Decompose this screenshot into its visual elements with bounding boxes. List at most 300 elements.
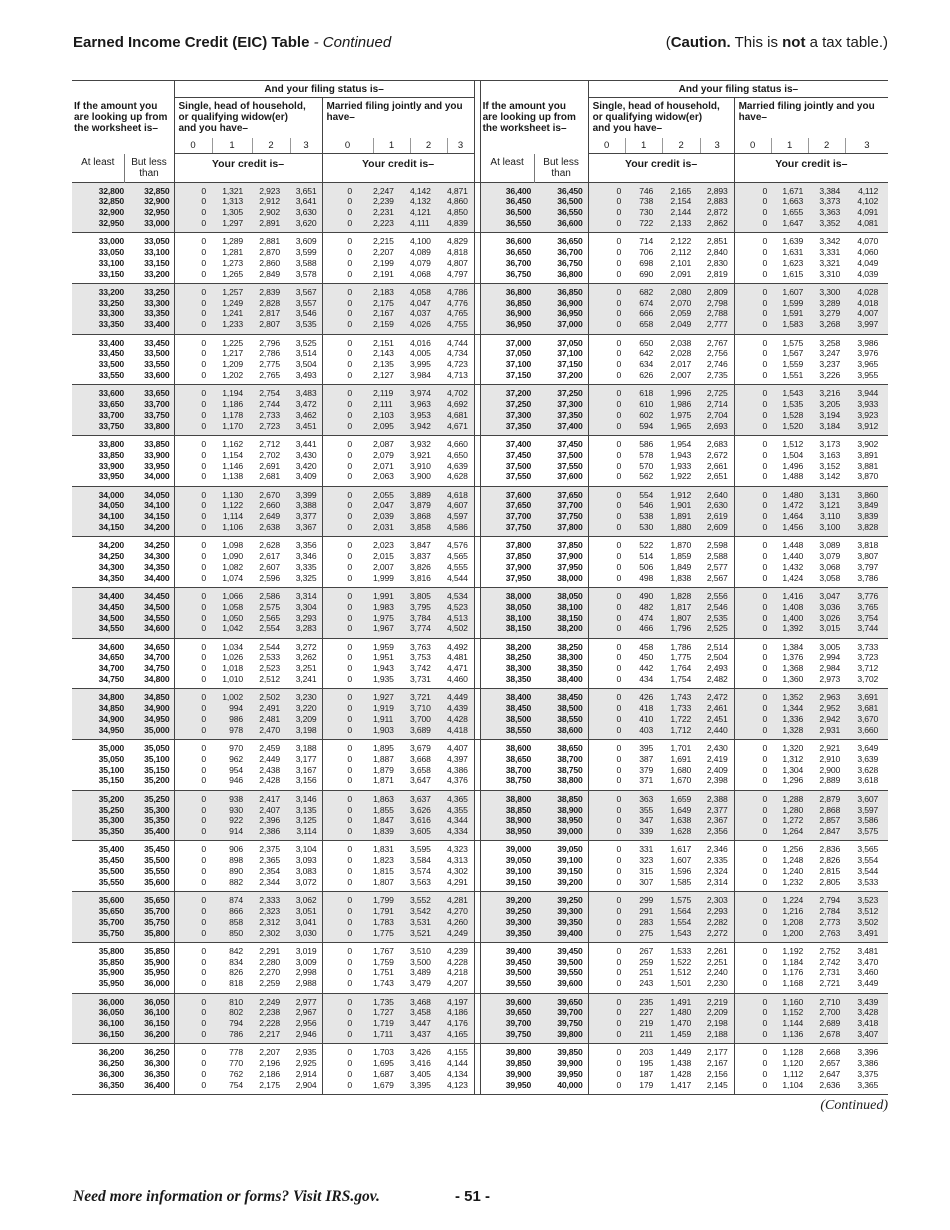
- married-2-credit: 3,479: [410, 978, 431, 989]
- at-least-value: 38,800: [480, 790, 534, 804]
- single-2-credit: 2,186: [259, 1068, 280, 1079]
- at-least-value: 34,150: [72, 522, 124, 537]
- single-1-credit: 778: [212, 1044, 252, 1058]
- single-2-credit: 1,691: [670, 753, 692, 764]
- at-least-value: 37,250: [480, 399, 534, 410]
- single-2-credit: 2,796: [252, 334, 290, 348]
- married-3-credit: 3,839: [845, 511, 888, 522]
- at-least-value: 36,600: [480, 233, 534, 247]
- single-0-credit: 0: [588, 308, 625, 319]
- single-1-credit: 938: [212, 790, 252, 804]
- but-less-than-value: 34,300: [144, 551, 170, 562]
- at-least-value: 39,700: [480, 1018, 534, 1029]
- single-2-credit: 2,617: [259, 551, 280, 562]
- married-0-credit: 0: [322, 1018, 373, 1029]
- married-2-credit: 3,942: [410, 421, 447, 436]
- single-2-credit: 2,312: [252, 917, 290, 928]
- but-less-than-value: 38,000: [557, 572, 583, 583]
- but-less-than-value: 35,750: [124, 917, 174, 928]
- single-2-credit: 2,681: [259, 471, 280, 482]
- but-less-than-value: 34,750: [144, 663, 170, 674]
- at-least-value: 32,850: [72, 196, 124, 207]
- single-2-credit: 2,302: [252, 928, 290, 943]
- married-0-credit: 0: [734, 855, 771, 866]
- married-0-credit: 0: [322, 522, 373, 537]
- single-1-credit: 482: [625, 602, 662, 613]
- table-row: [72, 1007, 888, 1018]
- married-0-credit: 0: [322, 1080, 373, 1095]
- married-2-credit: 2,994: [819, 652, 841, 663]
- single-2-credit: 2,175: [259, 1079, 280, 1090]
- at-least-value: 38,350: [505, 674, 532, 685]
- single-3-credit: 2,904: [295, 1079, 317, 1090]
- single-2-credit: 1,417: [670, 1079, 692, 1090]
- single-header-line: or qualifying widow(er): [592, 112, 703, 123]
- at-least-value: 33,200: [72, 283, 124, 297]
- single-1-credit: 690: [639, 268, 654, 279]
- single-2-credit: 2,744: [252, 399, 290, 410]
- married-0-credit: 0: [322, 421, 373, 436]
- single-3-credit: 2,704: [700, 410, 734, 421]
- help-text: Need more information or forms? Visit IRS.gov.: [73, 1188, 380, 1205]
- single-1-credit: 1,138: [222, 471, 243, 482]
- married-0-credit: 0: [322, 855, 373, 866]
- single-0-credit: 0: [174, 855, 212, 866]
- married-0-credit: 0: [322, 410, 373, 421]
- single-1-credit: 1,249: [212, 298, 252, 309]
- single-1-credit: 586: [625, 435, 662, 449]
- married-1-credit: 1,967: [373, 623, 410, 638]
- single-3-credit: 3,009: [295, 956, 317, 967]
- table-row: [72, 247, 888, 258]
- married-3-credit: 3,597: [845, 805, 888, 816]
- but-less-than-value: 36,950: [534, 308, 588, 319]
- but-less-than-value: 39,750: [534, 1018, 588, 1029]
- married-0-credit: 0: [322, 1069, 373, 1080]
- married-1-credit: 1,951: [373, 652, 394, 663]
- married-0-credit: 0: [734, 1044, 771, 1058]
- married-3-credit: 4,839: [447, 218, 474, 233]
- single-2-credit: 2,649: [252, 511, 290, 522]
- single-1-credit: 339: [625, 826, 662, 841]
- single-1-credit: 914: [212, 826, 252, 841]
- single-children-1-header: 1: [212, 138, 252, 154]
- married-3-credit: 4,513: [447, 613, 474, 624]
- single-3-credit: 2,156: [706, 1068, 728, 1079]
- married-3-credit: 4,492: [447, 638, 474, 652]
- but-less-than-value: 37,300: [534, 399, 588, 410]
- married-2-credit: 2,900: [819, 764, 841, 775]
- at-least-value: 37,500: [505, 460, 532, 471]
- table-row: [72, 573, 888, 588]
- table-row: [72, 740, 888, 754]
- single-2-credit: 1,849: [670, 561, 692, 572]
- single-3-credit: 2,525: [700, 623, 734, 638]
- married-3-credit: 4,155: [447, 1044, 474, 1058]
- married-0-credit: 0: [734, 978, 771, 993]
- married-3-credit: 3,449: [857, 978, 879, 989]
- married-0-credit: 0: [734, 182, 771, 196]
- but-less-than-value: 38,600: [534, 725, 588, 740]
- married-2-credit: 4,026: [410, 319, 447, 334]
- at-least-value: 39,900: [505, 1068, 532, 1079]
- single-3-credit: 2,282: [700, 917, 734, 928]
- single-3-credit: 3,062: [290, 892, 322, 906]
- married-2-credit: 3,258: [808, 334, 845, 348]
- married-3-credit: 4,744: [447, 334, 474, 348]
- single-1-credit: 858: [212, 917, 252, 928]
- but-less-than-value: 34,800: [144, 674, 170, 685]
- at-least-value: 35,500: [98, 866, 124, 877]
- married-1-credit: 1,631: [782, 246, 804, 257]
- married-3-credit: 4,565: [447, 551, 468, 562]
- married-1-credit: 1,128: [771, 1044, 808, 1058]
- married-2-credit: 3,531: [410, 917, 447, 928]
- single-0-credit: 0: [588, 537, 625, 551]
- at-least-value: 36,800: [480, 283, 534, 297]
- but-less-than-value: 36,900: [534, 298, 588, 309]
- continued-note: (Continued): [820, 1098, 888, 1113]
- married-1-credit: 2,151: [373, 334, 410, 348]
- married-2-credit: 3,679: [410, 740, 447, 754]
- married-1-credit: 1,376: [782, 652, 804, 663]
- but-less-than-value: 35,200: [144, 775, 170, 786]
- lookup-header-line: If the amount you: [74, 100, 158, 112]
- at-least-value: 33,250: [72, 298, 124, 309]
- married-2-credit: 3,121: [808, 500, 845, 511]
- single-3-credit: 3,483: [290, 385, 322, 399]
- single-1-credit: 610: [625, 399, 662, 410]
- married-0-credit: 0: [734, 906, 771, 917]
- single-3-credit: 2,230: [706, 978, 728, 989]
- married-0-credit: 0: [734, 319, 771, 334]
- but-less-than-value: 35,450: [124, 841, 174, 855]
- married-3-credit: 4,165: [447, 1029, 474, 1044]
- married-2-credit: 3,373: [808, 196, 845, 207]
- at-least-value: 35,650: [72, 906, 124, 917]
- married-0-credit: 0: [322, 957, 373, 968]
- at-least-value: 34,900: [72, 714, 124, 725]
- married-3-credit: 3,860: [845, 486, 888, 500]
- table-row: [72, 319, 888, 334]
- married-3-credit: 4,786: [447, 283, 474, 297]
- single-3-credit: 2,998: [295, 967, 317, 978]
- single-2-credit: 2,881: [252, 233, 290, 247]
- married-2-credit: 3,658: [410, 764, 431, 775]
- married-3-credit: 4,281: [447, 892, 474, 906]
- married-1-credit: 1,120: [782, 1057, 804, 1068]
- married-0-credit: 0: [322, 892, 373, 906]
- at-least-value: 37,050: [505, 348, 532, 359]
- married-2-credit: 4,132: [410, 196, 447, 207]
- table-row: [72, 385, 888, 399]
- but-less-than-value: 35,500: [144, 855, 170, 866]
- but-less-than-header: But less than: [131, 156, 167, 179]
- married-2-credit: 3,847: [410, 537, 447, 551]
- single-2-credit: 1,449: [662, 1044, 700, 1058]
- single-2-credit: 1,670: [670, 775, 692, 786]
- married-2-credit: 2,963: [808, 689, 845, 703]
- married-2-credit: 3,100: [808, 522, 845, 537]
- single-2-credit: 1,786: [662, 638, 700, 652]
- single-3-credit: 2,167: [706, 1057, 728, 1068]
- single-3-credit: 2,346: [700, 841, 734, 855]
- married-1-credit: 1,176: [782, 967, 804, 978]
- married-0-credit: 0: [734, 602, 771, 613]
- married-0-credit: 0: [322, 993, 373, 1007]
- at-least-value: 34,850: [72, 703, 124, 714]
- single-3-credit: 2,335: [706, 855, 728, 866]
- single-1-credit: 1,058: [212, 602, 252, 613]
- but-less-than-value: 39,300: [534, 906, 588, 917]
- single-1-credit: 1,257: [212, 283, 252, 297]
- single-2-credit: 2,870: [259, 246, 280, 257]
- married-0-credit: 0: [322, 385, 373, 399]
- married-3-credit: 3,733: [845, 638, 888, 652]
- married-0-credit: 0: [322, 573, 373, 588]
- married-3-credit: 3,428: [845, 1007, 888, 1018]
- married-1-credit: 1,903: [373, 725, 410, 740]
- married-1-credit: 1,775: [373, 928, 410, 943]
- single-1-credit: 642: [639, 348, 654, 359]
- single-1-credit: 1,146: [222, 460, 243, 471]
- married-1-credit: 1,831: [373, 841, 410, 855]
- married-3-credit: 4,639: [447, 460, 468, 471]
- single-0-credit: 0: [174, 602, 212, 613]
- single-3-credit: 2,862: [700, 218, 734, 233]
- single-3-credit: 3,430: [295, 449, 317, 460]
- married-1-credit: 1,767: [373, 942, 410, 956]
- married-0-credit: 0: [322, 775, 373, 790]
- married-2-credit: 2,752: [808, 942, 845, 956]
- married-credit-label: Your credit is–: [322, 154, 474, 183]
- single-3-credit: 2,914: [295, 1068, 317, 1079]
- table-row: [72, 348, 888, 359]
- married-3-credit: 4,471: [447, 663, 468, 674]
- single-3-credit: 2,367: [700, 815, 734, 826]
- single-1-credit: 187: [639, 1068, 654, 1079]
- married-1-credit: 1,839: [373, 826, 410, 841]
- at-least-value: 39,050: [505, 855, 532, 866]
- married-1-credit: 2,159: [373, 319, 410, 334]
- single-3-credit: 2,482: [706, 674, 728, 685]
- single-2-credit: 2,354: [259, 866, 280, 877]
- married-1-credit: 2,143: [373, 348, 394, 359]
- married-2-credit: 3,216: [808, 385, 845, 399]
- married-0-credit: 0: [734, 1018, 771, 1029]
- married-2-credit: 2,984: [819, 663, 841, 674]
- married-0-credit: 0: [322, 359, 373, 370]
- single-1-credit: 698: [639, 257, 654, 268]
- married-0-credit: 0: [734, 551, 771, 562]
- single-2-credit: 1,428: [670, 1068, 692, 1079]
- table-row: [72, 1029, 888, 1044]
- married-1-credit: 1,655: [771, 207, 808, 218]
- single-3-credit: 2,651: [706, 471, 728, 482]
- single-1-credit: 1,281: [222, 246, 243, 257]
- single-0-credit: 0: [588, 500, 625, 511]
- married-2-credit: 2,847: [808, 826, 845, 841]
- married-0-credit: 0: [734, 258, 771, 269]
- married-3-credit: 4,123: [447, 1079, 468, 1090]
- married-0-credit: 0: [322, 765, 373, 776]
- single-2-credit: 1,733: [662, 703, 700, 714]
- table-row: [72, 790, 888, 804]
- single-1-credit: 970: [212, 740, 252, 754]
- married-2-credit: 2,815: [819, 866, 841, 877]
- table-row: [72, 537, 888, 551]
- married-0-credit: 0: [322, 1029, 373, 1044]
- single-0-credit: 0: [174, 247, 212, 258]
- married-3-credit: 3,607: [845, 790, 888, 804]
- but-less-than-value: 36,100: [124, 1007, 174, 1018]
- at-least-value: 34,800: [72, 689, 124, 703]
- single-3-credit: 2,356: [700, 826, 734, 841]
- single-3-credit: 3,588: [295, 257, 317, 268]
- at-least-value: 36,500: [480, 207, 534, 218]
- at-least-value: 39,100: [505, 866, 532, 877]
- single-1-credit: 1,233: [212, 319, 252, 334]
- at-least-value: 35,850: [98, 956, 124, 967]
- married-3-credit: 3,544: [857, 866, 879, 877]
- married-3-credit: 4,797: [447, 268, 468, 279]
- single-0-credit: 0: [174, 1069, 212, 1080]
- married-1-credit: 1,104: [782, 1079, 804, 1090]
- but-less-than-value: 36,350: [144, 1068, 170, 1079]
- single-2-credit: 2,028: [670, 348, 692, 359]
- single-1-credit: 978: [212, 725, 252, 740]
- married-0-credit: 0: [322, 1058, 373, 1069]
- single-2-credit: 2,702: [259, 449, 280, 460]
- married-2-credit: 3,868: [410, 511, 447, 522]
- married-2-credit: 3,226: [819, 369, 841, 380]
- at-least-value: 34,750: [98, 674, 124, 685]
- married-3-credit: 4,576: [447, 537, 474, 551]
- married-2-credit: 3,426: [410, 1044, 447, 1058]
- married-0-credit: 0: [322, 1044, 373, 1058]
- married-2-credit: 3,837: [410, 551, 431, 562]
- but-less-than-value: 33,700: [124, 399, 174, 410]
- single-children-3-header: 3: [700, 138, 734, 154]
- single-1-credit: 562: [639, 471, 654, 482]
- at-least-value: 33,500: [98, 359, 124, 370]
- single-2-credit: 1,512: [670, 967, 692, 978]
- married-3-credit: 3,712: [857, 663, 879, 674]
- single-2-credit: 2,670: [252, 486, 290, 500]
- married-2-credit: 3,995: [410, 359, 431, 370]
- table-row: [72, 269, 888, 284]
- married-2-credit: 4,058: [410, 283, 447, 297]
- single-1-credit: 1,186: [212, 399, 252, 410]
- single-1-credit: 1,217: [222, 348, 243, 359]
- married-0-credit: 0: [734, 754, 771, 765]
- married-3-credit: 4,523: [447, 602, 474, 613]
- married-3-credit: 3,512: [845, 906, 888, 917]
- single-3-credit: 3,198: [290, 725, 322, 740]
- at-least-value: 38,950: [480, 826, 534, 841]
- married-2-credit: 3,079: [819, 551, 841, 562]
- at-least-value: 37,700: [480, 511, 534, 522]
- at-least-value: 36,650: [505, 246, 532, 257]
- but-less-than-value: 36,450: [534, 182, 588, 196]
- single-0-credit: 0: [588, 790, 625, 804]
- married-1-credit: 1,528: [771, 410, 808, 421]
- married-3-credit: 4,597: [447, 511, 474, 522]
- married-2-credit: 2,910: [819, 753, 841, 764]
- but-less-than-value: 36,250: [124, 1044, 174, 1058]
- married-2-credit: 4,068: [410, 268, 431, 279]
- table-row: [72, 486, 888, 500]
- single-header-line: or qualifying widow(er): [178, 112, 288, 123]
- single-1-credit: 267: [625, 942, 662, 956]
- caution-label: Caution.: [670, 34, 731, 51]
- single-1-credit: 1,098: [212, 537, 252, 551]
- single-2-credit: 1,459: [662, 1029, 700, 1044]
- title-text: Earned Income Credit (EIC) Table: [73, 34, 310, 51]
- but-less-than-value: 32,900: [124, 196, 174, 207]
- single-2-credit: 1,965: [662, 421, 700, 436]
- single-3-credit: 3,146: [290, 790, 322, 804]
- at-least-value: 35,350: [72, 826, 124, 841]
- single-0-credit: 0: [174, 790, 212, 804]
- married-2-credit: 3,300: [808, 283, 845, 297]
- single-0-credit: 0: [588, 877, 625, 892]
- at-least-value: 38,050: [480, 602, 534, 613]
- married-2-credit: 3,932: [410, 435, 447, 449]
- married-1-credit: 1,264: [771, 826, 808, 841]
- single-0-credit: 0: [588, 182, 625, 196]
- single-0-credit: 0: [174, 928, 212, 943]
- married-1-credit: 1,615: [782, 268, 804, 279]
- married-2-credit: 3,521: [410, 928, 447, 943]
- single-3-credit: 3,135: [290, 805, 322, 816]
- but-less-than-value: 37,900: [557, 551, 583, 562]
- single-3-credit: 2,451: [700, 714, 734, 725]
- single-0-credit: 0: [588, 573, 625, 588]
- single-children-2-header: 2: [252, 138, 290, 154]
- married-0-credit: 0: [322, 461, 373, 472]
- married-1-credit: 1,983: [373, 602, 410, 613]
- single-0-credit: 0: [174, 207, 212, 218]
- single-0-credit: 0: [174, 471, 212, 486]
- table-row: [72, 877, 888, 892]
- but-less-than-value: 33,100: [144, 246, 170, 257]
- table-row: [72, 207, 888, 218]
- single-2-credit: 1,470: [662, 1018, 700, 1029]
- married-3-credit: 3,818: [845, 537, 888, 551]
- married-1-credit: 1,623: [782, 257, 804, 268]
- single-0-credit: 0: [588, 461, 625, 472]
- but-less-than-value: 33,750: [124, 410, 174, 421]
- married-1-credit: 1,312: [782, 753, 804, 764]
- married-3-credit: 4,249: [447, 928, 474, 943]
- single-1-credit: 410: [625, 714, 662, 725]
- but-less-than-value: 36,750: [557, 257, 583, 268]
- single-1-credit: 794: [212, 1018, 252, 1029]
- married-0-credit: 0: [734, 957, 771, 968]
- single-3-credit: 3,030: [290, 928, 322, 943]
- single-3-credit: 2,956: [290, 1018, 322, 1029]
- single-0-credit: 0: [588, 334, 625, 348]
- single-header-line: and you have–: [178, 123, 248, 134]
- single-1-credit: 754: [229, 1079, 243, 1090]
- single-0-credit: 0: [174, 652, 212, 663]
- at-least-value: 39,750: [480, 1029, 534, 1044]
- married-3-credit: 4,650: [447, 449, 468, 460]
- single-0-credit: 0: [174, 435, 212, 449]
- single-3-credit: 3,283: [290, 623, 322, 638]
- married-2-credit: 2,805: [819, 876, 841, 887]
